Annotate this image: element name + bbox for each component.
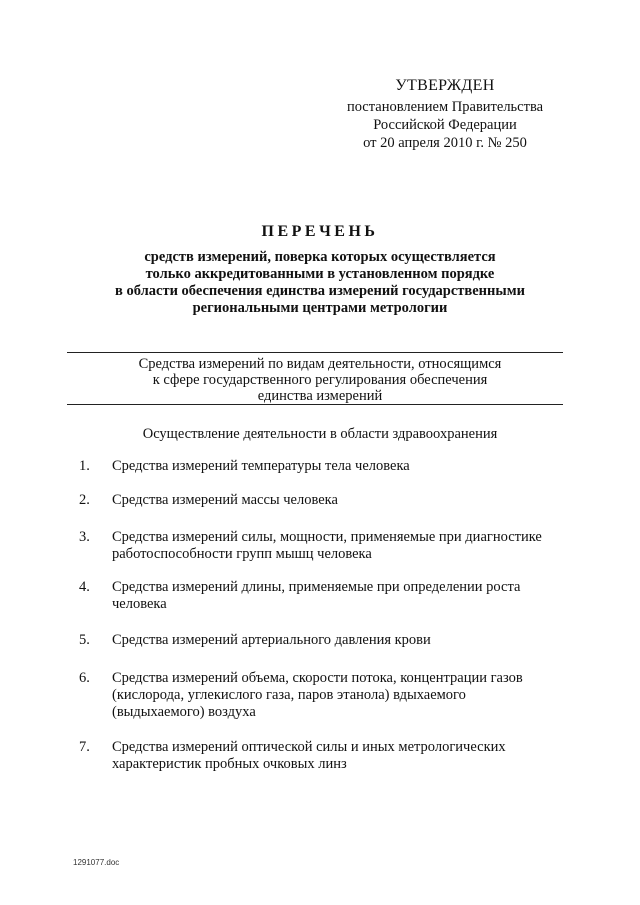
item-text-line: Средства измерений длины, применяемые при определении роста [112,579,521,595]
approval-line-1: постановлением Правительства [346,99,544,115]
item-text-line: человека [112,596,167,612]
item-number: 4. [79,579,90,595]
document-file-code: 1291077.doc [73,858,120,867]
item-text [112,492,579,509]
section-top-divider [67,352,563,353]
item-text-line: Средства измерений силы, мощности, применяемые при диагностике [112,529,542,545]
item-text [112,458,579,475]
document-title: ПЕРЕЧЕНЬ [261,223,379,240]
subtitle-line-3: в области обеспечения единства измерений государственными [115,283,525,299]
item-text-line: (кислорода, углекислого газа, паров этанола) вдыхаемого [112,687,466,703]
item-number: 3. [79,529,90,545]
item-text-line: Средства измерений объема, скорости потока, концентрации газов [112,670,523,686]
item-text-line: Средства измерений артериального давления крови [112,632,431,648]
item-text [112,632,579,649]
item-number: 7. [79,739,90,755]
section-heading-line-3: единства измерений [257,388,383,404]
approval-line-3: от 20 апреля 2010 г. № 250 [363,135,527,151]
approval-line-2: Российской Федерации [373,117,517,133]
approval-stamp [300,76,590,152]
item-text [112,670,579,721]
item-text [112,579,579,613]
item-text-line: работоспособности групп мышц человека [112,546,372,562]
document-subtitle [80,249,560,317]
item-text [112,739,579,773]
subtitle-line-1: средств измерений, поверка которых осуществляется [144,249,496,265]
item-text-line: Средства измерений оптической силы и иных метрологических [112,739,506,755]
section-heading-line-2: к сфере государственного регулирования обеспечения [152,372,488,388]
approval-title: УТВЕРЖДЕН [395,77,495,94]
subsection-heading: Осуществление деятельности в области здравоохранения [142,426,498,442]
item-text-line: Средства измерений температуры тела человека [112,458,410,474]
section-heading-line-1: Средства измерений по видам деятельности, относящимся [138,356,502,372]
item-number: 1. [79,458,90,474]
item-text-line: характеристик пробных очковых линз [112,756,347,772]
subtitle-line-4: региональными центрами метрологии [192,300,448,316]
item-number: 5. [79,632,90,648]
subtitle-line-2: только аккредитованными в установленном порядке [145,266,495,282]
section-bottom-divider [67,404,563,405]
item-number: 6. [79,670,90,686]
item-text-line: Средства измерений массы человека [112,492,338,508]
item-number: 2. [79,492,90,508]
item-text [112,529,579,563]
item-text-line: (выдыхаемого) воздуха [112,704,256,720]
section-heading [100,356,540,404]
